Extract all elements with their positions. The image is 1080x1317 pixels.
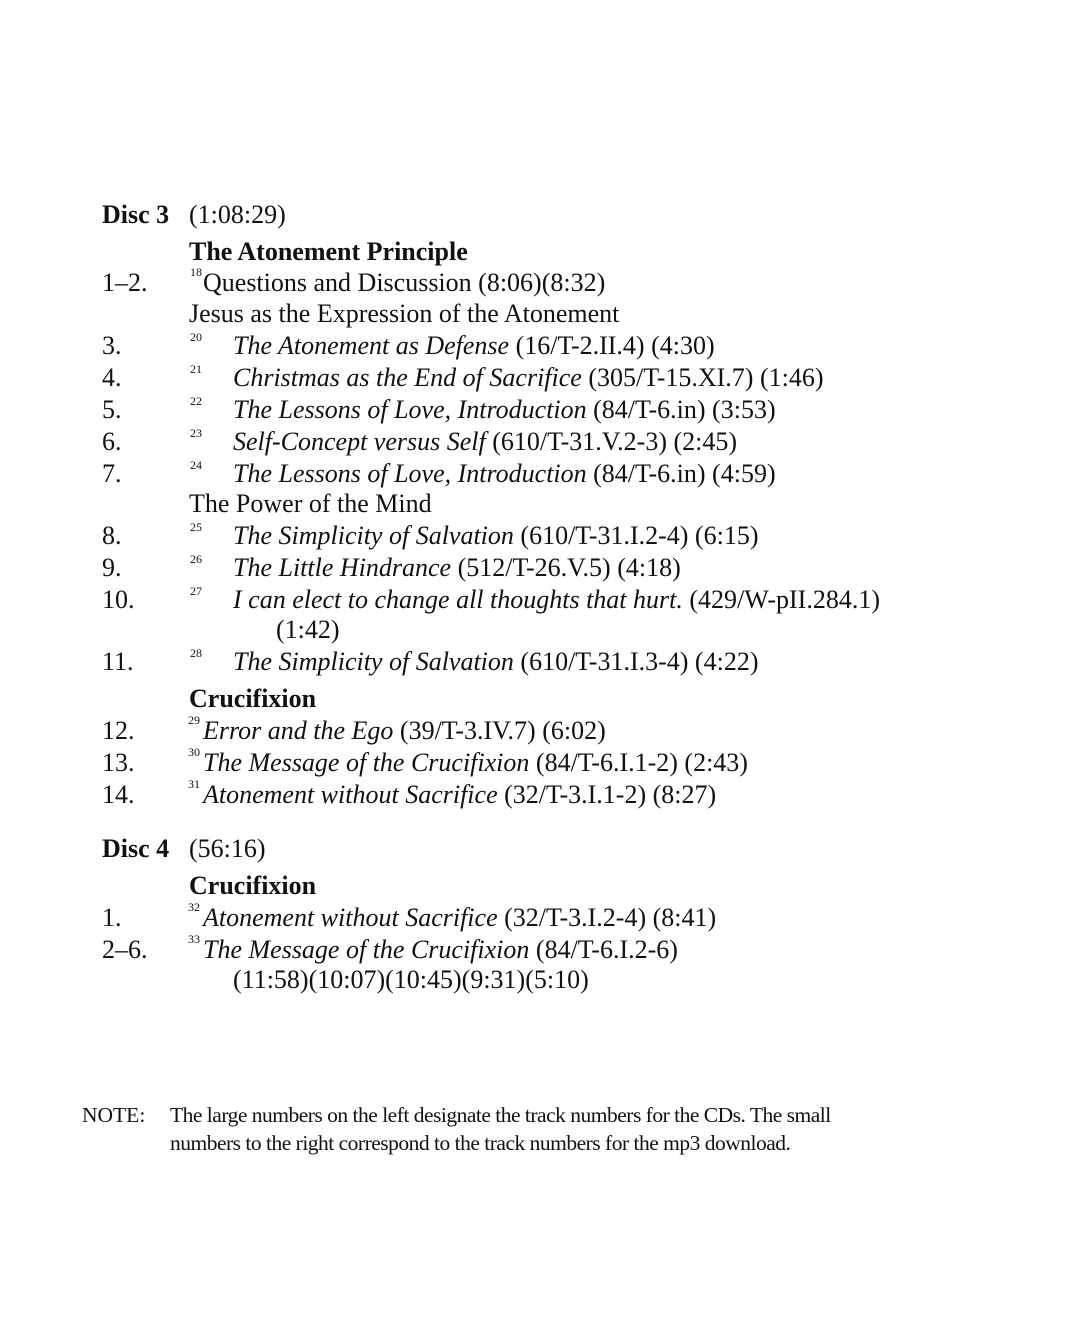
track-title: The Simplicity of Salvation (610/T-31.I.3-4) (4:22) xyxy=(233,647,759,676)
cd-track-number: 3. xyxy=(102,331,122,360)
disc-label: Disc 3 xyxy=(102,200,170,229)
mp3-track-number: 22 xyxy=(190,394,202,408)
track-title: The Simplicity of Salvation (610/T-31.I.2-4) (6:15) xyxy=(233,521,759,550)
track-title: The Lessons of Love, Introduction (84/T-6.in) (4:59) xyxy=(233,459,776,488)
note-text-line: The large numbers on the left designate the track numbers for the CDs. The small xyxy=(170,1103,831,1127)
mp3-track-number: 18 xyxy=(190,265,202,279)
section-heading: Crucifixion xyxy=(189,684,317,713)
subsection-heading: The Power of the Mind xyxy=(189,489,432,518)
cd-track-number: 8. xyxy=(102,521,122,550)
track-continuation: (11:58)(10:07)(10:45)(9:31)(5:10) xyxy=(233,965,589,994)
disc-duration: (56:16) xyxy=(189,834,266,863)
mp3-track-number: 26 xyxy=(190,552,202,566)
cd-track-number: 14. xyxy=(102,780,135,809)
cd-track-number: 5. xyxy=(102,395,122,424)
mp3-track-number: 25 xyxy=(190,520,202,534)
track-title: The Message of the Crucifixion (84/T-6.I.1-2) (2:43) xyxy=(203,748,748,777)
mp3-track-number: 21 xyxy=(190,362,202,376)
track-title: Questions and Discussion (8:06)(8:32) xyxy=(203,268,606,297)
cd-track-number: 12. xyxy=(102,716,135,745)
mp3-track-number: 20 xyxy=(190,330,202,344)
track-title: Christmas as the End of Sacrifice (305/T-15.XI.7) (1:46) xyxy=(233,363,824,392)
disc-label: Disc 4 xyxy=(102,834,170,863)
note-label: NOTE: xyxy=(82,1103,146,1127)
track-title: Atonement without Sacrifice (32/T-3.I.1-2) (8:27) xyxy=(203,780,717,809)
track-title: Atonement without Sacrifice (32/T-3.I.2-4) (8:41) xyxy=(203,903,717,932)
track-title: Self-Concept versus Self (610/T-31.V.2-3) (2:45) xyxy=(233,427,738,456)
cd-track-number: 4. xyxy=(102,363,122,392)
track-continuation: (1:42) xyxy=(276,615,340,644)
track-title: I can elect to change all thoughts that hurt. (429/W-pII.284.1) xyxy=(233,585,880,614)
cd-track-number: 6. xyxy=(102,427,122,456)
mp3-track-number: 27 xyxy=(190,584,202,598)
mp3-track-number: 23 xyxy=(190,426,202,440)
cd-track-number: 2–6. xyxy=(102,935,148,964)
track-title: The Atonement as Defense (16/T-2.II.4) (4:30) xyxy=(233,331,715,360)
section-heading: Crucifixion xyxy=(189,871,317,900)
track-title: The Little Hindrance (512/T-26.V.5) (4:18) xyxy=(233,553,681,582)
mp3-track-number: 30 xyxy=(188,745,200,759)
mp3-track-number: 24 xyxy=(190,458,202,472)
cd-track-number: 11. xyxy=(102,647,134,676)
cd-track-number: 7. xyxy=(102,459,122,488)
track-title: The Lessons of Love, Introduction (84/T-6.in) (3:53) xyxy=(233,395,776,424)
mp3-track-number: 33 xyxy=(188,932,200,946)
track-title: Error and the Ego (39/T-3.IV.7) (6:02) xyxy=(203,716,606,745)
cd-track-number: 9. xyxy=(102,553,122,582)
mp3-track-number: 29 xyxy=(188,713,200,727)
cd-track-number: 1–2. xyxy=(102,268,148,297)
track-title: The Message of the Crucifixion (84/T-6.I.2-6) xyxy=(203,935,678,964)
mp3-track-number: 32 xyxy=(188,900,200,914)
mp3-track-number: 28 xyxy=(190,646,202,660)
disc-duration: (1:08:29) xyxy=(189,200,286,229)
subsection-heading: Jesus as the Expression of the Atonement xyxy=(189,299,620,328)
cd-track-number: 10. xyxy=(102,585,135,614)
note-text-line: numbers to the right correspond to the track numbers for the mp3 download. xyxy=(170,1131,791,1155)
cd-track-number: 1. xyxy=(102,903,122,932)
mp3-track-number: 31 xyxy=(188,777,200,791)
section-heading: The Atonement Principle xyxy=(189,237,468,266)
cd-track-number: 13. xyxy=(102,748,135,777)
